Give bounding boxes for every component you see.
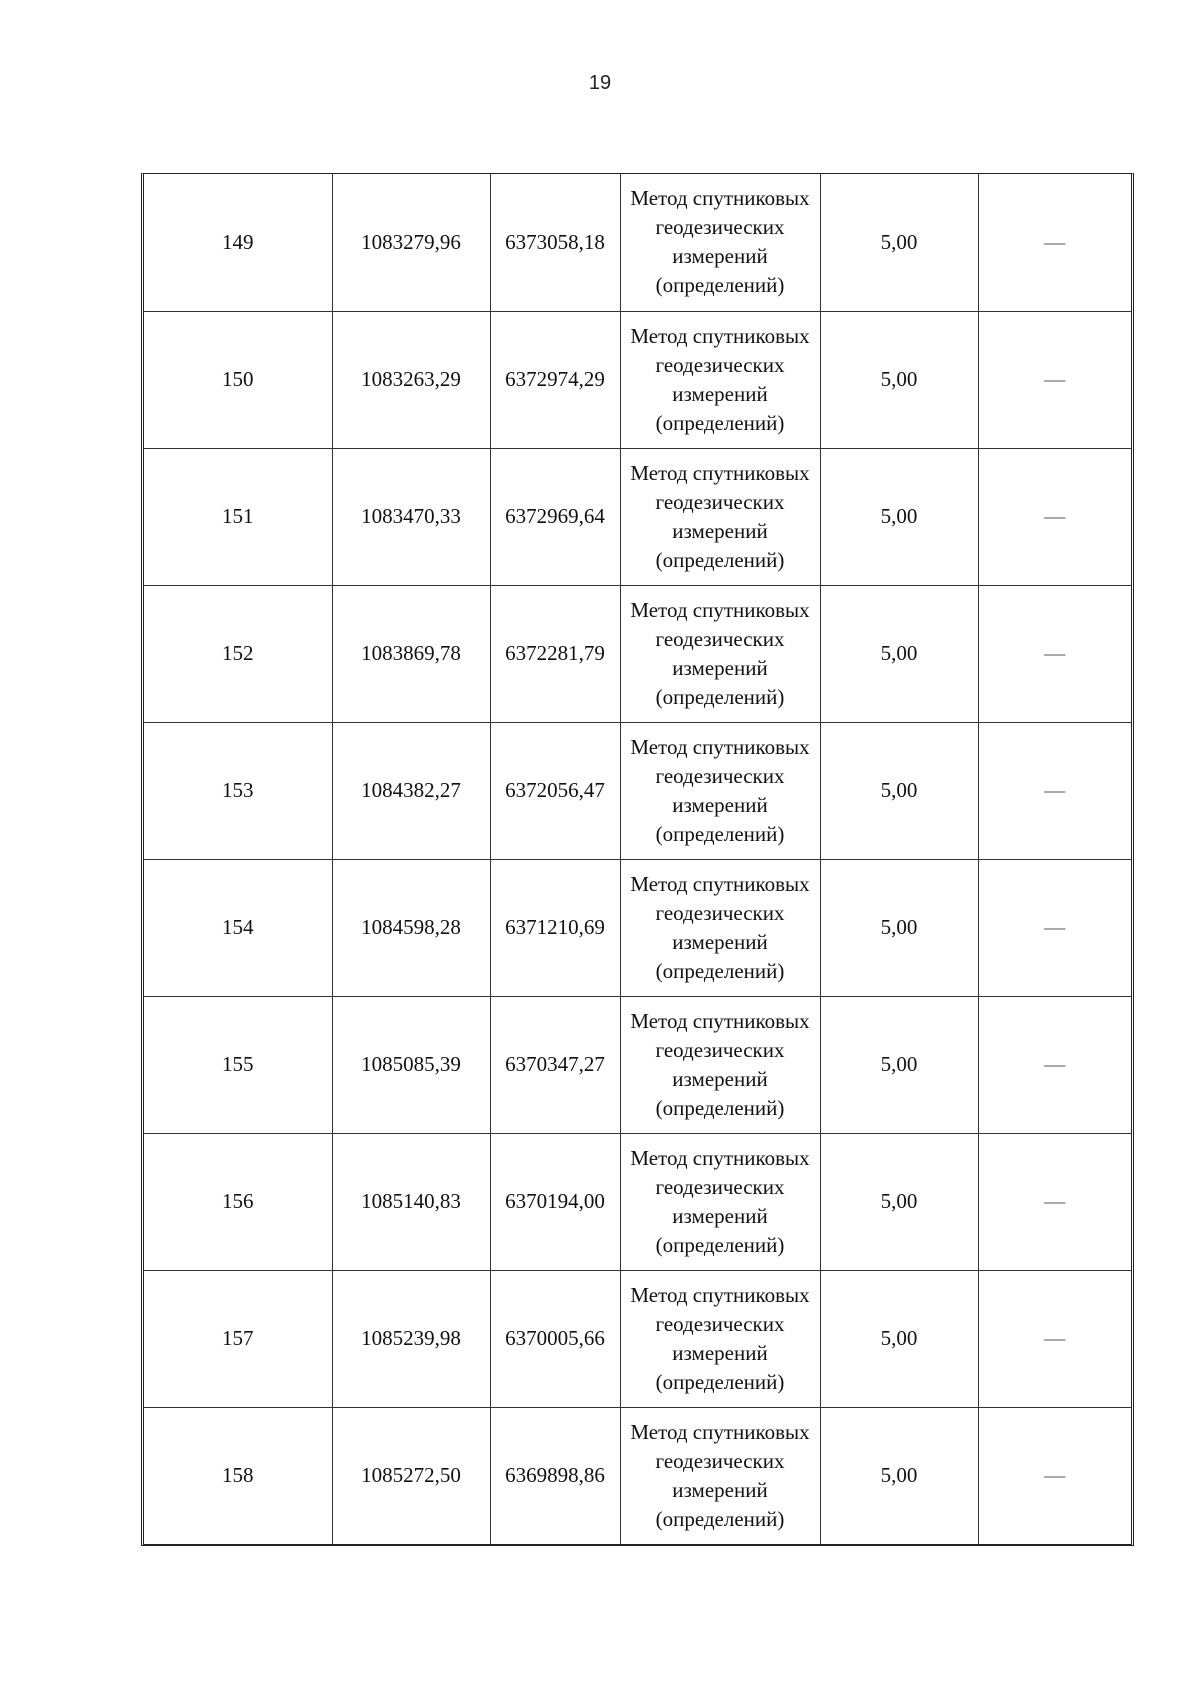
method-cell [620, 1133, 820, 1270]
method-line: Метод спутниковых [630, 1008, 810, 1033]
method-line: геодезических [655, 1311, 785, 1336]
point-number-cell: 156 [144, 1133, 332, 1270]
table-row [144, 585, 1131, 722]
note-cell: — [978, 1270, 1131, 1407]
method-line: (определений) [655, 410, 785, 435]
method-line: измерений [672, 381, 768, 406]
method-line: измерений [672, 1477, 768, 1502]
method-line: геодезических [655, 1037, 785, 1062]
note-cell: — [978, 585, 1131, 722]
note-cell: — [978, 174, 1131, 311]
method-cell [620, 996, 820, 1133]
method-cell [620, 859, 820, 996]
method-line: измерений [672, 655, 768, 680]
method-line: геодезических [655, 489, 785, 514]
method-line: измерений [672, 792, 768, 817]
method-line: Метод спутниковых [630, 323, 810, 348]
y-coordinate-cell: 6370347,27 [490, 996, 620, 1133]
method-line: геодезических [655, 763, 785, 788]
table-row [144, 1133, 1131, 1270]
note-cell: — [978, 996, 1131, 1133]
method-line: (определений) [655, 547, 785, 572]
method-line: (определений) [655, 273, 785, 298]
accuracy-cell: 5,00 [820, 585, 978, 722]
y-coordinate-cell: 6370005,66 [490, 1270, 620, 1407]
method-line: геодезических [655, 352, 785, 377]
accuracy-cell: 5,00 [820, 311, 978, 448]
accuracy-cell: 5,00 [820, 1270, 978, 1407]
method-line: (определений) [655, 684, 785, 709]
table-row [144, 311, 1131, 448]
point-number-cell: 151 [144, 448, 332, 585]
method-cell [620, 174, 820, 311]
method-line: Метод спутниковых [630, 460, 810, 485]
point-number-cell: 155 [144, 996, 332, 1133]
method-cell [620, 448, 820, 585]
table-body [144, 174, 1131, 1544]
method-line: измерений [672, 1066, 768, 1091]
x-coordinate-cell: 1085085,39 [332, 996, 490, 1133]
accuracy-cell: 5,00 [820, 859, 978, 996]
method-line: (определений) [655, 1506, 785, 1531]
y-coordinate-cell: 6372969,64 [490, 448, 620, 585]
method-line: измерений [672, 244, 768, 269]
method-line: измерений [672, 929, 768, 954]
point-number-cell: 153 [144, 722, 332, 859]
point-number-cell: 157 [144, 1270, 332, 1407]
method-cell [620, 1270, 820, 1407]
method-line: Метод спутниковых [630, 1419, 810, 1444]
table-row [144, 448, 1131, 585]
x-coordinate-cell: 1085239,98 [332, 1270, 490, 1407]
method-line: геодезических [655, 1448, 785, 1473]
x-coordinate-cell: 1085140,83 [332, 1133, 490, 1270]
method-line: измерений [672, 1203, 768, 1228]
x-coordinate-cell: 1083279,96 [332, 174, 490, 311]
note-cell: — [978, 722, 1131, 859]
x-coordinate-cell: 1084382,27 [332, 722, 490, 859]
method-line: Метод спутниковых [630, 1145, 810, 1170]
method-line: Метод спутниковых [630, 186, 810, 211]
x-coordinate-cell: 1083263,29 [332, 311, 490, 448]
accuracy-cell: 5,00 [820, 1133, 978, 1270]
method-cell [620, 585, 820, 722]
y-coordinate-cell: 6372974,29 [490, 311, 620, 448]
note-cell: — [978, 311, 1131, 448]
page-number: 19 [588, 72, 612, 94]
method-line: Метод спутниковых [630, 734, 810, 759]
method-line: геодезических [655, 900, 785, 925]
method-cell [620, 722, 820, 859]
method-line: (определений) [655, 821, 785, 846]
method-line: измерений [672, 1340, 768, 1365]
method-line: геодезических [655, 626, 785, 651]
table-row [144, 1407, 1131, 1544]
y-coordinate-cell: 6373058,18 [490, 174, 620, 311]
method-line: измерений [672, 518, 768, 543]
method-cell [620, 1407, 820, 1544]
coordinates-table-frame [141, 173, 1134, 1546]
y-coordinate-cell: 6371210,69 [490, 859, 620, 996]
point-number-cell: 149 [144, 174, 332, 311]
method-line: геодезических [655, 215, 785, 240]
method-line: Метод спутниковых [630, 1282, 810, 1307]
method-line: Метод спутниковых [630, 871, 810, 896]
y-coordinate-cell: 6370194,00 [490, 1133, 620, 1270]
accuracy-cell: 5,00 [820, 174, 978, 311]
method-line: Метод спутниковых [630, 597, 810, 622]
method-line: (определений) [655, 1232, 785, 1257]
point-number-cell: 158 [144, 1407, 332, 1544]
method-line: (определений) [655, 958, 785, 983]
method-line: (определений) [655, 1369, 785, 1394]
x-coordinate-cell: 1083869,78 [332, 585, 490, 722]
coordinates-table [144, 174, 1131, 1544]
note-cell: — [978, 1407, 1131, 1544]
accuracy-cell: 5,00 [820, 996, 978, 1133]
note-cell: — [978, 448, 1131, 585]
table-row [144, 996, 1131, 1133]
point-number-cell: 152 [144, 585, 332, 722]
accuracy-cell: 5,00 [820, 722, 978, 859]
method-line: геодезических [655, 1174, 785, 1199]
method-line: (определений) [655, 1095, 785, 1120]
y-coordinate-cell: 6369898,86 [490, 1407, 620, 1544]
point-number-cell: 150 [144, 311, 332, 448]
table-row [144, 722, 1131, 859]
x-coordinate-cell: 1085272,50 [332, 1407, 490, 1544]
x-coordinate-cell: 1083470,33 [332, 448, 490, 585]
note-cell: — [978, 1133, 1131, 1270]
note-cell: — [978, 859, 1131, 996]
y-coordinate-cell: 6372281,79 [490, 585, 620, 722]
table-row [144, 859, 1131, 996]
accuracy-cell: 5,00 [820, 448, 978, 585]
accuracy-cell: 5,00 [820, 1407, 978, 1544]
point-number-cell: 154 [144, 859, 332, 996]
y-coordinate-cell: 6372056,47 [490, 722, 620, 859]
table-row [144, 1270, 1131, 1407]
method-cell [620, 311, 820, 448]
table-row [144, 174, 1131, 311]
x-coordinate-cell: 1084598,28 [332, 859, 490, 996]
